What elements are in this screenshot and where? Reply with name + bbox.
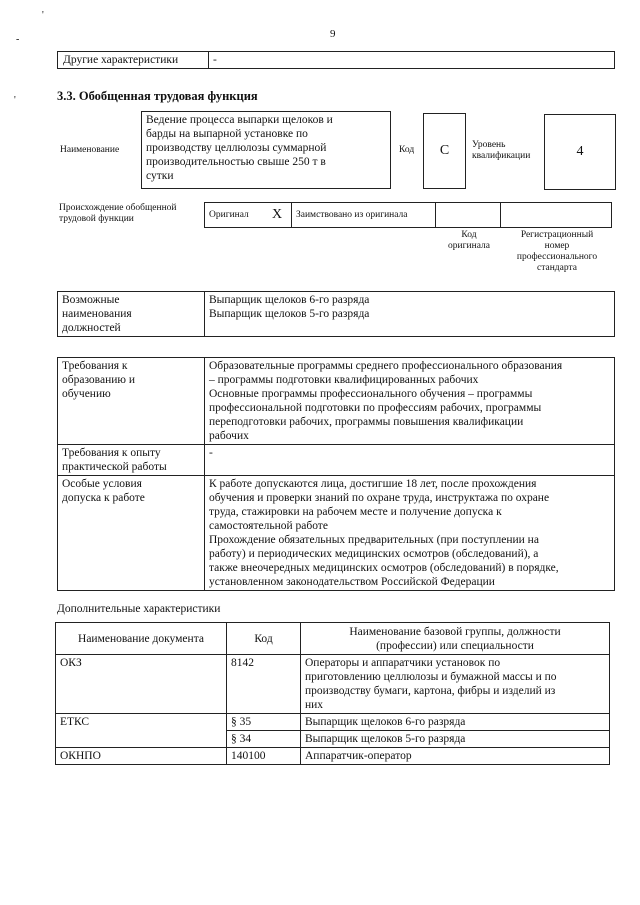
extra-name-line: них bbox=[305, 699, 324, 711]
other-characteristics-table bbox=[57, 51, 615, 69]
extra-code: § 34 bbox=[227, 731, 301, 748]
registration-caption-line: Регистрационный bbox=[520, 230, 594, 240]
extra-name-line: Операторы и аппаратчики установок по bbox=[305, 657, 501, 669]
code-caption-line: оригинала bbox=[448, 241, 490, 251]
function-name-line: производительностью свыше 250 т в bbox=[146, 156, 326, 168]
extra-doc: ОКНПО bbox=[56, 748, 227, 765]
requirement-line: К работе допускаются лица, достигшие 18 лет, после прохождения bbox=[209, 478, 537, 490]
extra-name-line: приготовлению целлюлозы и бумажной массы и по bbox=[305, 671, 557, 683]
extra-name: Аппаратчик-оператор bbox=[301, 748, 610, 765]
header-group-line: Наименование базовой группы, должности bbox=[349, 625, 561, 638]
requirement-label bbox=[58, 358, 205, 445]
extra-name-line: производству бумаги, картона, фибры и изделий из bbox=[305, 685, 556, 697]
name-label: Наименование bbox=[60, 145, 120, 155]
level-label bbox=[472, 140, 530, 162]
extra-name: Выпарщик щелоков 6-го разряда bbox=[301, 714, 610, 731]
positions-table bbox=[57, 291, 615, 337]
registration-caption bbox=[504, 230, 610, 274]
code-value: C bbox=[423, 113, 466, 189]
level-label-line: квалификации bbox=[472, 151, 531, 161]
level-value: 4 bbox=[544, 114, 616, 190]
requirement-row bbox=[58, 445, 615, 476]
requirement-label bbox=[58, 445, 205, 476]
other-label: Другие характеристики bbox=[58, 52, 209, 69]
requirement-line: работу) и периодических медицинских осмотров (обследований), а bbox=[209, 548, 539, 560]
extra-header-row bbox=[56, 623, 610, 655]
header-group-line: (профессии) или специальности bbox=[376, 639, 534, 652]
requirement-line: самостоятельной работе bbox=[209, 520, 328, 532]
requirement-line: труда, стажировки на рабочем месте и получение допуска к bbox=[209, 506, 502, 518]
header-document: Наименование документа bbox=[56, 623, 227, 655]
origin-table bbox=[204, 202, 612, 228]
level-label-line: Уровень bbox=[472, 140, 506, 150]
extra-name: Выпарщик щелоков 5-го разряда bbox=[301, 731, 610, 748]
requirement-label-line: образованию и bbox=[62, 374, 135, 386]
positions-label-line: наименования bbox=[62, 308, 132, 320]
registration-caption-line: профессионального bbox=[516, 252, 598, 262]
requirement-value bbox=[205, 476, 615, 591]
original-label: Оригинал bbox=[205, 203, 264, 228]
function-name-line: сутки bbox=[146, 170, 174, 182]
registration-caption-line: стандарта bbox=[537, 263, 577, 273]
extra-doc: ЕТКС bbox=[56, 714, 227, 748]
requirement-label-line: Требования к bbox=[62, 360, 128, 372]
extra-row bbox=[56, 714, 610, 731]
extra-name bbox=[301, 655, 610, 714]
requirement-label-line: обучению bbox=[62, 388, 111, 400]
positions-label-line: Возможные bbox=[62, 294, 120, 306]
requirement-line: Основные программы профессионального обучения – программы bbox=[209, 388, 533, 400]
function-name-box bbox=[141, 111, 391, 189]
code-caption bbox=[437, 230, 501, 252]
other-value: - bbox=[209, 52, 615, 69]
position-item: Выпарщик щелоков 5-го разряда bbox=[209, 308, 370, 320]
requirements-table bbox=[57, 357, 615, 591]
requirement-line: переподготовки рабочих, программы повышения квалификации bbox=[209, 416, 524, 428]
function-name-line: Ведение процесса выпарки щелоков и bbox=[146, 114, 333, 126]
section-title: 3.3. Обобщенная трудовая функция bbox=[57, 89, 258, 103]
function-name-line: барды на выпарной установке по bbox=[146, 128, 308, 140]
requirement-line: Прохождение обязательных предварительных (при поступлении на bbox=[209, 534, 539, 546]
registration-number-cell bbox=[501, 203, 612, 228]
header-code: Код bbox=[227, 623, 301, 655]
margin-mark: ' bbox=[42, 10, 44, 21]
requirement-value bbox=[205, 358, 615, 445]
margin-mark: ' bbox=[14, 95, 16, 106]
extra-row bbox=[56, 748, 610, 765]
positions-label-line: должностей bbox=[62, 322, 121, 334]
requirement-line: Образовательные программы среднего профессионального образования bbox=[209, 360, 563, 372]
requirement-line: обучения и проверки знаний по охране труда, инструктажа по охране bbox=[209, 492, 550, 504]
code-caption-line: Код bbox=[461, 230, 477, 240]
origin-code-cell bbox=[436, 203, 501, 228]
requirement-row bbox=[58, 476, 615, 591]
requirement-line: установленном законодательством Российской Федерации bbox=[209, 576, 495, 588]
header-group bbox=[301, 623, 610, 655]
original-mark: X bbox=[263, 203, 292, 228]
page-number: 9 bbox=[330, 28, 336, 40]
extra-title: Дополнительные характеристики bbox=[57, 603, 221, 615]
registration-caption-line: номер bbox=[544, 241, 570, 251]
requirement-line: также внеочередных медицинских осмотров (обследований) в порядке, bbox=[209, 562, 559, 574]
origin-label-line: Происхождение обобщенной bbox=[59, 203, 177, 213]
requirement-line: - bbox=[209, 447, 213, 459]
positions-values bbox=[205, 292, 615, 337]
positions-label bbox=[58, 292, 205, 337]
extra-table bbox=[55, 622, 610, 765]
requirement-line: – программы подготовки квалифицированных рабочих bbox=[209, 374, 479, 386]
requirement-label-line: допуска к работе bbox=[62, 492, 145, 504]
extra-code: 8142 bbox=[227, 655, 301, 714]
code-label: Код bbox=[399, 145, 415, 155]
extra-code: 140100 bbox=[227, 748, 301, 765]
extra-doc: ОКЗ bbox=[56, 655, 227, 714]
position-item: Выпарщик щелоков 6-го разряда bbox=[209, 294, 370, 306]
requirement-label bbox=[58, 476, 205, 591]
requirement-label-line: практической работы bbox=[62, 461, 167, 473]
requirement-label-line: Особые условия bbox=[62, 478, 142, 490]
extra-row bbox=[56, 655, 610, 714]
extra-code: § 35 bbox=[227, 714, 301, 731]
requirement-label-line: Требования к опыту bbox=[62, 447, 161, 459]
origin-label bbox=[59, 203, 177, 225]
origin-label-line: трудовой функции bbox=[59, 214, 134, 224]
requirement-line: профессиональной подготовки по профессиям рабочих, программы bbox=[209, 402, 542, 414]
requirement-value bbox=[205, 445, 615, 476]
function-name-line: производству целлюлозы суммарной bbox=[146, 142, 327, 154]
requirement-row bbox=[58, 358, 615, 445]
margin-mark: - bbox=[16, 34, 20, 45]
borrowed-label: Заимствовано из оригинала bbox=[292, 203, 436, 228]
requirement-line: рабочих bbox=[209, 430, 249, 442]
